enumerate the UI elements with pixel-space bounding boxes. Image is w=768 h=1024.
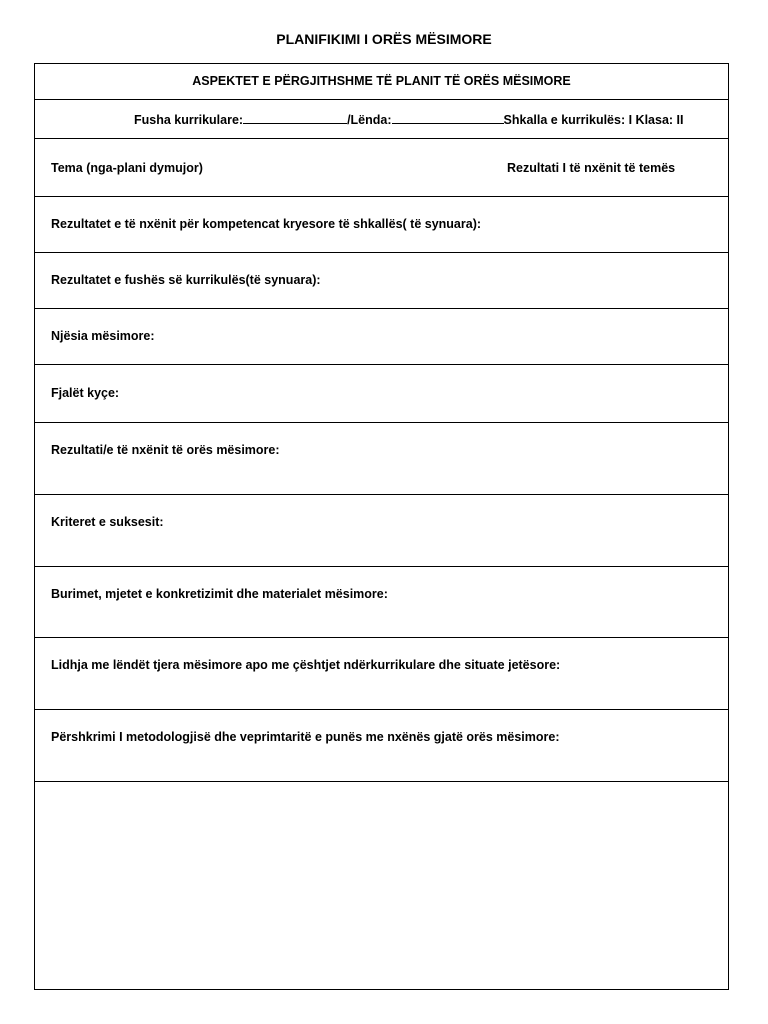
fushes-row: [35, 253, 728, 309]
table-header: ASPEKTET E PËRGJITHSHME TË PLANIT TË ORËS MËSIMORE: [192, 74, 571, 88]
lenda-blank[interactable]: [392, 111, 504, 124]
lenda-label: /Lënda:: [347, 113, 392, 127]
njesia-row: [35, 309, 728, 365]
pershkrimi-label: Përshkrimi I metodologjisë dhe veprimtaritë e punës me nxënës gjatë orës mësimore:: [51, 730, 560, 744]
curriculum-fields-row: [35, 100, 728, 139]
rezultati-ores-label: Rezultati/e të nxënit të orës mësimore:: [51, 443, 280, 457]
kriteret-label: Kriteret e suksesit:: [51, 515, 164, 529]
tema-label: Tema (nga-plani dymujor): [51, 161, 203, 175]
empty-writing-area[interactable]: [35, 782, 728, 989]
fjalet-label: Fjalët kyçe:: [51, 386, 120, 400]
page-title: PLANIFIKIMI I ORËS MËSIMORE: [276, 31, 492, 47]
kompetencat-row: [35, 197, 728, 253]
fjalet-row: [35, 365, 728, 423]
shkalla-label: Shkalla e kurrikulës: I Klasa: II: [503, 113, 684, 127]
pershkrimi-row: [35, 710, 728, 782]
rezultati-temes-label: Rezultati I të nxënit të temës: [507, 161, 676, 175]
lesson-plan-table: [34, 63, 729, 990]
fusha-blank[interactable]: [243, 111, 347, 124]
lidhja-row: [35, 638, 728, 710]
burimet-label: Burimet, mjetet e konkretizimit dhe materialet mësimore:: [51, 587, 388, 601]
table-header-row: [35, 64, 728, 100]
fusha-label: Fusha kurrikulare:: [134, 113, 244, 127]
fushes-label: Rezultatet e fushës së kurrikulës(të synuara):: [51, 273, 321, 287]
burimet-row: [35, 567, 728, 638]
njesia-label: Njësia mësimore:: [51, 329, 155, 343]
kriteret-row: [35, 495, 728, 567]
rezultati-ores-row: [35, 423, 728, 495]
curriculum-fields: [134, 111, 683, 127]
lidhja-label: Lidhja me lëndët tjera mësimore apo me çështjet ndërkurrikulare dhe situate jetësore:: [51, 658, 561, 672]
kompetencat-label: Rezultatet e të nxënit për kompetencat kryesore të shkallës( të synuara):: [51, 217, 482, 231]
tema-row: [35, 139, 728, 197]
